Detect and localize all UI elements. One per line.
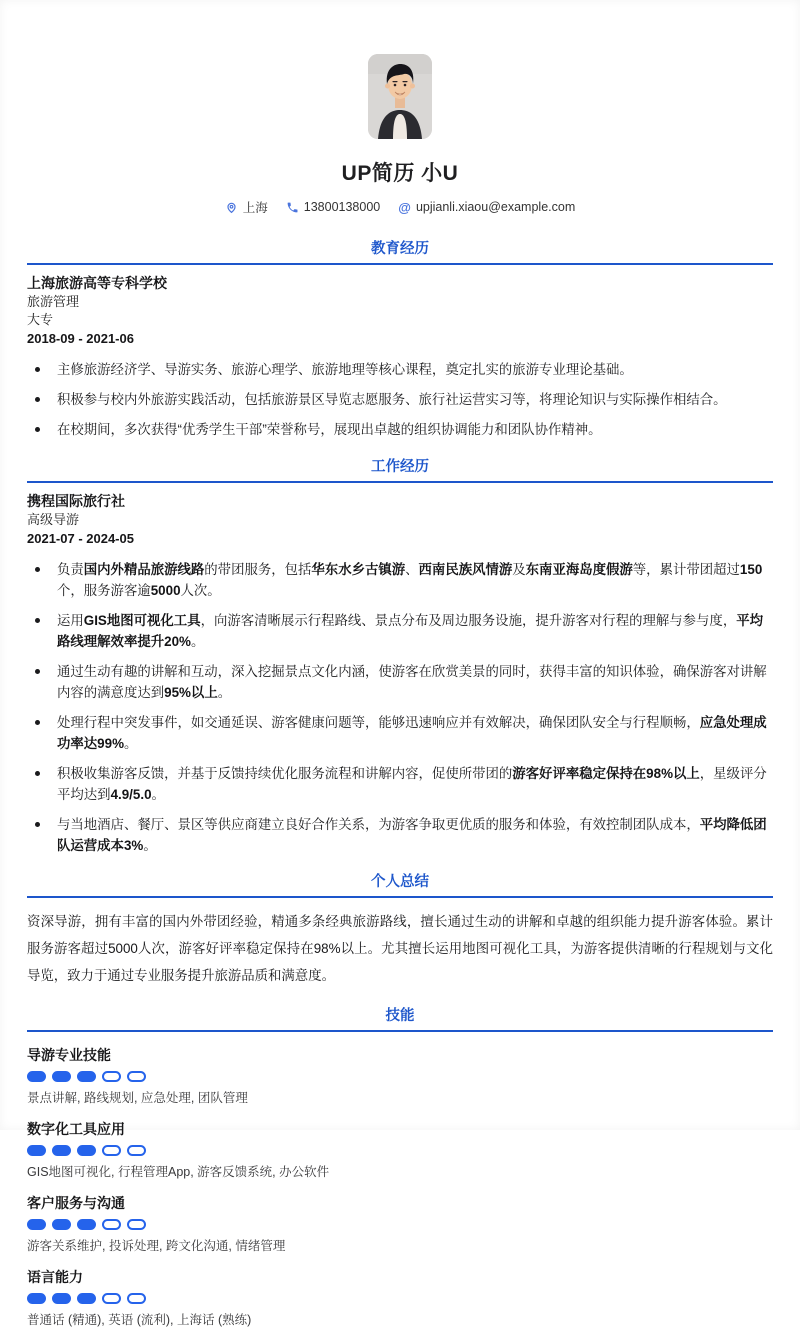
bullet-highlight: 游客好评率稳定保持在98%以上 (512, 766, 700, 781)
work-dates: 2021-07 - 2024-05 (27, 531, 134, 546)
section-work (27, 455, 773, 856)
skill-level-dots (27, 1293, 773, 1304)
skill-details: 游客关系维护, 投诉处理, 跨文化沟通, 情绪管理 (27, 1239, 286, 1253)
skill-level-dots (27, 1145, 773, 1156)
section-summary (27, 870, 773, 989)
skill-dot-filled (77, 1145, 96, 1156)
skill-dot-filled (77, 1071, 96, 1082)
email-at-icon: @ (398, 199, 411, 215)
education-bullet: 在校期间，多次获得“优秀学生干部”荣誉称号，展现出卓越的组织协调能力和团队协作精神。 (27, 419, 773, 440)
skill-dot-filled (27, 1145, 46, 1156)
education-bullets (27, 359, 773, 440)
bullet-highlight: 国内外精品旅游线路 (83, 562, 205, 577)
work-bullet (27, 814, 773, 856)
bullet-text: 。 (217, 685, 232, 700)
skill-dot-empty (102, 1145, 121, 1156)
bullet-text: 个，服务游客逾 (57, 583, 151, 598)
work-bullet (27, 559, 773, 601)
skill-dot-empty (102, 1071, 121, 1082)
education-bullet: 主修旅游经济学、导游实务、旅游心理学、旅游地理等核心课程，奠定扎实的旅游专业理论基础。 (27, 359, 773, 380)
section-education (27, 237, 773, 440)
summary-section-title: 个人总结 (27, 870, 773, 898)
work-bullet (27, 763, 773, 805)
contact-location (225, 198, 268, 216)
phone-icon (286, 201, 299, 214)
school-name: 上海旅游高等专科学校 (27, 275, 167, 291)
person-name: UP简历 小U (341, 162, 459, 185)
bullet-highlight: 华东水乡古镇游 (311, 562, 406, 577)
skill-dot-filled (27, 1071, 46, 1082)
bullet-highlight: GIS地图可视化工具 (83, 613, 201, 628)
skill-group (27, 1046, 773, 1106)
education-bullet: 积极参与校内外旅游实践活动，包括旅游景区导览志愿服务、旅行社运营实习等，将理论知识与实际操作相结合。 (27, 389, 773, 410)
section-skills (27, 1004, 773, 1328)
bullet-highlight: 应急处理成功率达99% (57, 715, 767, 751)
skills-groups (27, 1046, 773, 1328)
skill-dot-filled (52, 1071, 71, 1082)
skill-name: 数字化工具应用 (27, 1121, 125, 1137)
skill-dot-filled (27, 1219, 46, 1230)
work-section-title: 工作经历 (27, 455, 773, 483)
skill-dot-filled (52, 1219, 71, 1230)
work-bullet (27, 712, 773, 754)
bullet-highlight: 150 (739, 562, 763, 577)
contact-row (27, 198, 773, 216)
education-entry (27, 274, 773, 347)
skill-level-dots (27, 1071, 773, 1082)
skill-name: 客户服务与沟通 (27, 1195, 125, 1211)
bullet-highlight: 95%以上 (164, 685, 218, 700)
phone-text: 13800138000 (303, 200, 381, 214)
bullet-highlight: 平均降低团队运营成本3% (57, 817, 767, 853)
skill-level-dots (27, 1219, 773, 1230)
bullet-text: ，向游客清晰展示行程路线、景点分布及周边服务设施，提升游客对行程的理解与参与度， (200, 613, 737, 628)
skill-dot-empty (102, 1219, 121, 1230)
bullet-highlight: 4.9/5.0 (110, 787, 152, 802)
company-name: 携程国际旅行社 (27, 493, 125, 509)
bullet-text: 积极收集游客反馈，并基于反馈持续优化服务流程和讲解内容，促使所带团的 (57, 766, 513, 781)
skill-dot-empty (102, 1293, 121, 1304)
skill-group (27, 1268, 773, 1328)
skill-dot-empty (127, 1293, 146, 1304)
email-text: upjianli.xiaou@example.com (415, 200, 576, 214)
bullet-highlight: 东南亚海岛度假游 (525, 562, 633, 577)
skill-dot-filled (52, 1145, 71, 1156)
skill-dot-empty (127, 1219, 146, 1230)
skill-dot-filled (77, 1219, 96, 1230)
skills-section-title: 技能 (27, 1004, 773, 1032)
bullet-text: 处理行程中突发事件，如交通延误、游客健康问题等，能够迅速响应并有效解决，确保团队安全与行程顺畅， (57, 715, 700, 730)
bullet-text: 。 (123, 736, 138, 751)
contact-phone (286, 200, 380, 214)
skill-details: 普通话 (精通), 英语 (流利), 上海话 (熟练) (27, 1313, 252, 1327)
bullet-text: ，星级评分平均达到 (57, 766, 767, 802)
profile-photo-illustration (368, 54, 432, 139)
skill-dot-filled (77, 1293, 96, 1304)
major: 旅游管理 (27, 294, 80, 309)
skill-group (27, 1194, 773, 1254)
bullet-text: 。 (143, 838, 157, 853)
contact-email (398, 200, 575, 214)
resume-header (27, 0, 773, 216)
work-bullet (27, 661, 773, 703)
skill-dot-empty (127, 1145, 146, 1156)
bullet-highlight: 西南民族风情游 (418, 562, 513, 577)
education-dates: 2018-09 - 2021-06 (27, 331, 134, 346)
work-bullets (27, 559, 773, 856)
profile-photo (368, 54, 432, 139)
degree: 大专 (27, 312, 54, 327)
summary-text: 资深导游，拥有丰富的国内外带团经验，精通多条经典旅游路线，擅长通过生动的讲解和卓越的组织能力提升游客体验。累计服务游客超过5000人次，游客好评率稳定保持在98%以上。尤其擅长运用地图可视化工具，为游客提供清晰的行程规划与文化导览，致力于通过专业服务提升旅游品质和满意度。 (27, 914, 773, 983)
bullet-highlight: 5000 (150, 583, 181, 598)
skill-details: 景点讲解, 路线规划, 应急处理, 团队管理 (27, 1091, 248, 1105)
work-bullet (27, 610, 773, 652)
bullet-text: 等，累计带团超过 (632, 562, 740, 577)
bullet-text: 运用 (57, 613, 84, 628)
bullet-text: 人次。 (180, 583, 221, 598)
bullet-highlight: 平均路线理解效率提升20% (57, 613, 763, 649)
bullet-text: 负责 (57, 562, 84, 577)
job-role: 高级导游 (27, 512, 80, 527)
location-pin-icon (225, 201, 238, 214)
bullet-text: 及 (512, 562, 526, 577)
bullet-text: 。 (190, 634, 205, 649)
skill-details: GIS地图可视化, 行程管理App, 游客反馈系统, 办公软件 (27, 1165, 330, 1179)
bullet-text: 的带团服务，包括 (204, 562, 312, 577)
bullet-text: 通过生动有趣的讲解和互动，深入挖掘景点文化内涵，使游客在欣赏美景的同时，获得丰富的知识体验，确保游客对讲解内容的满意度达到 (57, 664, 767, 700)
skill-dot-filled (27, 1293, 46, 1304)
skill-dot-empty (127, 1071, 146, 1082)
skill-name: 导游专业技能 (27, 1047, 111, 1063)
bullet-text: 。 (151, 787, 165, 802)
skill-name: 语言能力 (27, 1269, 83, 1285)
bullet-text: 、 (405, 562, 419, 577)
work-entry (27, 492, 773, 547)
education-section-title: 教育经历 (27, 237, 773, 265)
location-text: 上海 (242, 201, 268, 215)
skill-dot-filled (52, 1293, 71, 1304)
bullet-text: 与当地酒店、餐厅、景区等供应商建立良好合作关系，为游客争取更优质的服务和体验，有效控制团队成本， (57, 817, 700, 832)
skill-group (27, 1120, 773, 1180)
